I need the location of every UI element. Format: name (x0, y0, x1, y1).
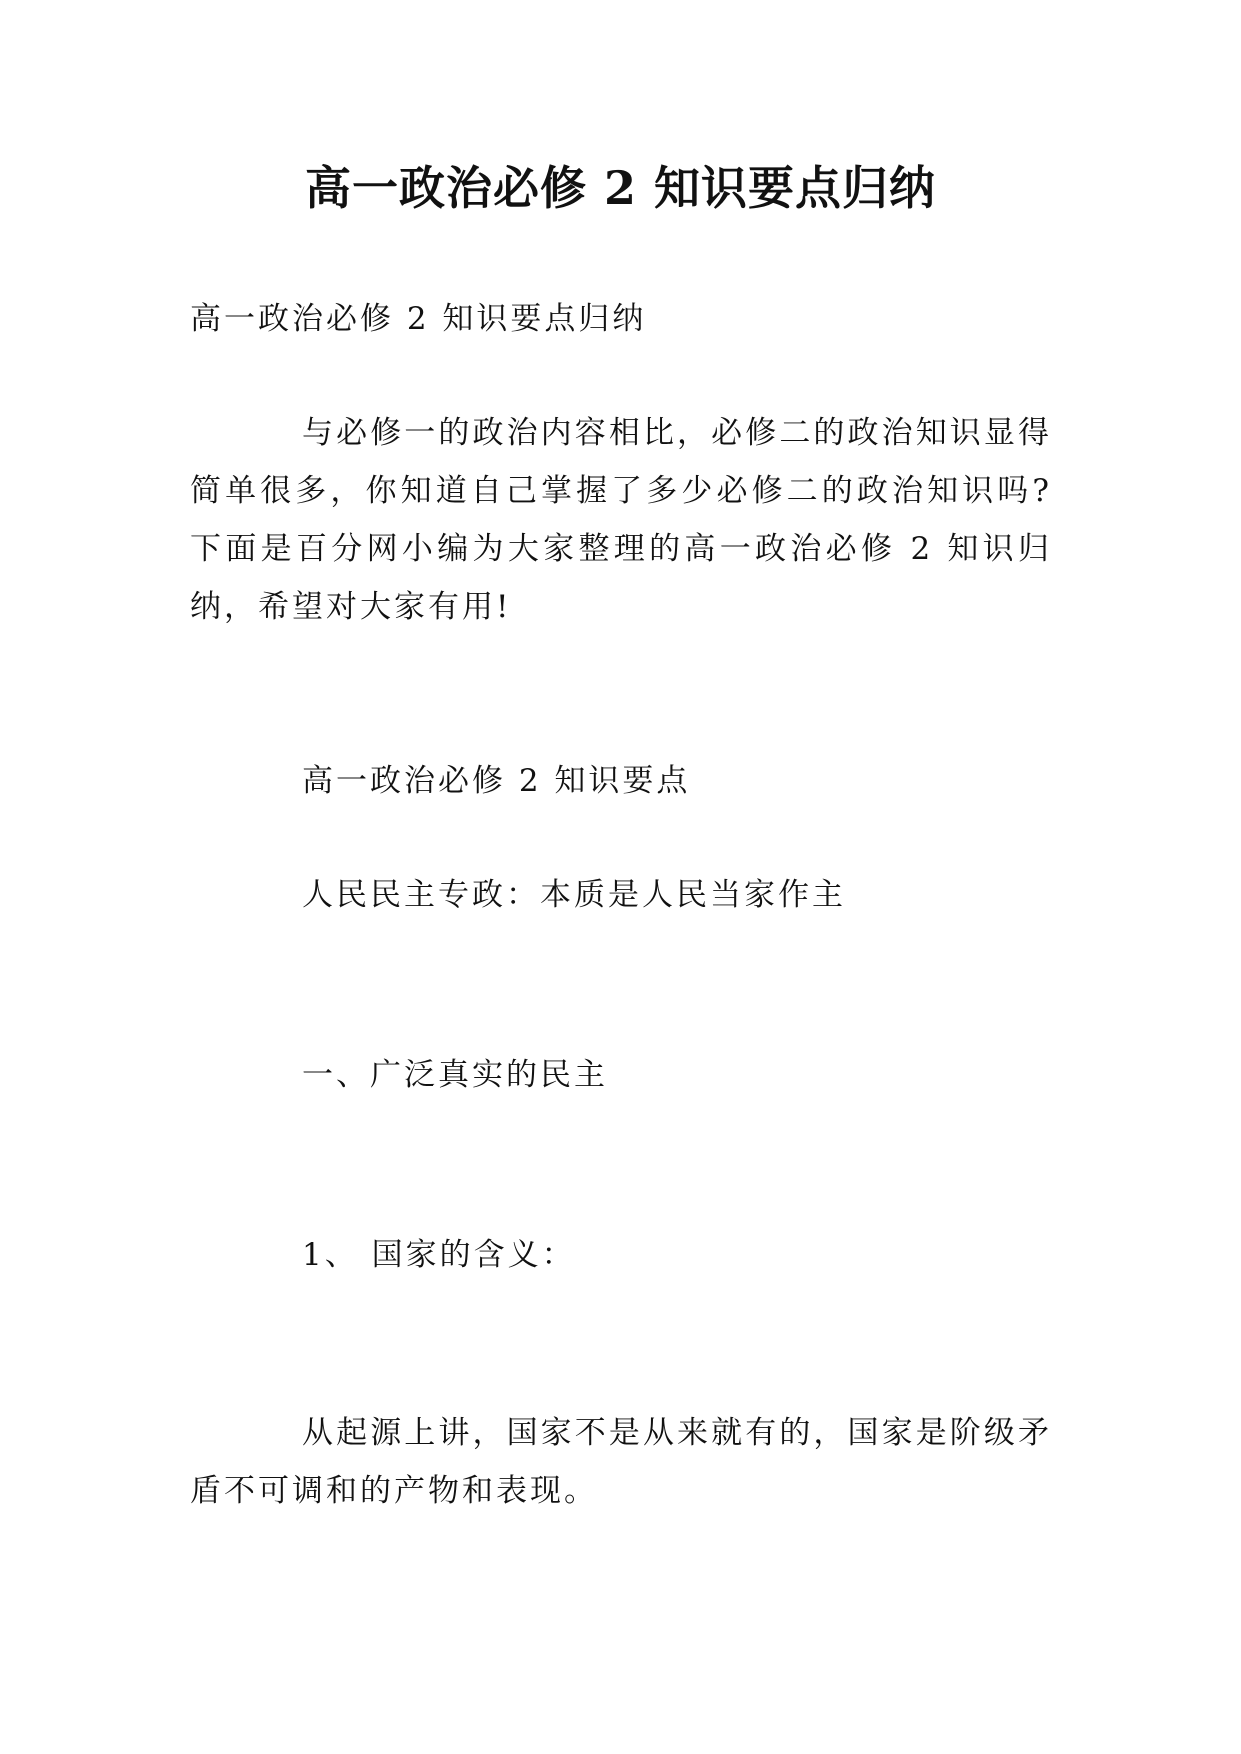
origin-paragraph: 从起源上讲，国家不是从来就有的，国家是阶级矛盾不可调和的产物和表现。 (190, 1415, 1052, 1509)
part-one-heading: 一、广泛真实的民主 (302, 1057, 608, 1093)
definition-line: 人民民主专政：本质是人民当家作主 (302, 877, 846, 913)
document-title: 高一政治必修 2 知识要点归纳 (304, 161, 937, 215)
document-subtitle: 高一政治必修 2 知识要点归纳 (190, 301, 647, 337)
item-one-heading: 1、 国家的含义： (302, 1237, 576, 1273)
section-heading: 高一政治必修 2 知识要点 (302, 763, 691, 799)
intro-paragraph: 与必修一的政治内容相比，必修二的政治知识显得简单很多，你知道自己掌握了多少必修二的政治知识吗?下面是百分网小编为大家整理的高一政治必修 2 知识归纳，希望对大家有用! (190, 415, 1052, 625)
